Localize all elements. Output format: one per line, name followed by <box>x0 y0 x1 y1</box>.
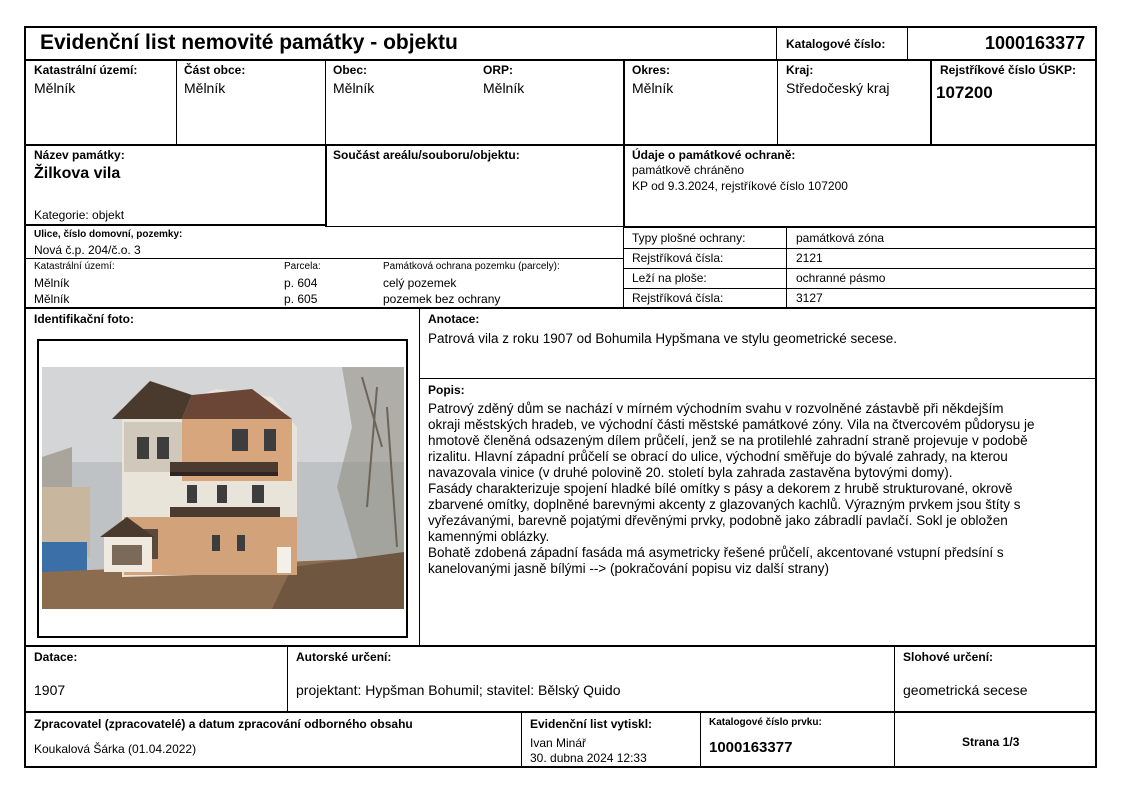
orp-value: Mělník <box>483 80 525 96</box>
photo-label: Identifikační foto: <box>34 312 134 326</box>
popis-line: vyřezávanými, barevně pojatými dřevěnými prvky, podobně jako zábradlí pavlačí. Sokl je obložen <box>428 513 1008 528</box>
catalog-label: Katalogové číslo: <box>786 37 886 51</box>
soucast-label: Součást areálu/souboru/objektu: <box>333 148 520 162</box>
divider <box>420 378 1097 379</box>
rejstrik-value: 107200 <box>936 83 993 102</box>
monument-name: Žilkova vila <box>34 165 121 182</box>
popis-label: Popis: <box>428 383 465 397</box>
divider <box>24 258 624 259</box>
zpracovatel-label: Zpracovatel (zpracovatelé) a datum zpracování odborného obsahu <box>34 717 413 731</box>
vytiskl-date: 30. dubna 2024 12:33 <box>530 751 647 765</box>
datace-label: Datace: <box>34 650 78 664</box>
sloh-value: geometrická secese <box>903 682 1028 698</box>
okres-label: Okres: <box>632 63 671 77</box>
parcel-number: p. 605 <box>284 292 318 306</box>
divider <box>786 228 787 308</box>
divider <box>930 59 932 144</box>
protection-label: Údaje o památkové ochraně: <box>632 148 796 162</box>
page-number: Strana 1/3 <box>962 735 1020 749</box>
katastralni-label: Katastrální území: <box>34 63 138 77</box>
popis-line: hmotově členěná odsazeným dílem průčelí, jenž se na protilehlé zahradní straně projevuje v podobě <box>428 433 1028 448</box>
zone-label: Leží na ploše: <box>632 271 707 285</box>
parcel-header-ochrana: Památková ochrana pozemku (parcely): <box>383 261 560 272</box>
parcel-ku: Mělník <box>34 276 70 290</box>
zpracovatel-value: Koukalová Šárka (01.04.2022) <box>34 742 197 756</box>
zone-value: 2121 <box>796 251 823 265</box>
parcel-protection: pozemek bez ochrany <box>383 292 501 306</box>
divider <box>894 646 895 712</box>
divider <box>24 307 1097 309</box>
katalog-prvku-label: Katalogové číslo prvku: <box>709 717 822 728</box>
parcel-protection: celý pozemek <box>383 276 457 290</box>
divider <box>624 268 1097 269</box>
zone-label: Rejstříková čísla: <box>632 251 724 265</box>
divider <box>325 226 623 227</box>
divider <box>287 646 288 712</box>
divider <box>777 59 778 144</box>
zone-value: památková zóna <box>796 231 885 245</box>
popis-line: rizalitu. Hlavní západní průčelí se obrací do ulice, východní směřuje do bývalé zahrady, na kterou <box>428 449 1008 464</box>
sloh-label: Slohové určení: <box>903 650 994 664</box>
parcel-header-ku: Katastrální území: <box>34 261 115 272</box>
address-label: Ulice, číslo domovní, pozemky: <box>34 229 183 240</box>
divider <box>776 26 777 59</box>
autor-value: projektant: Hypšman Bohumil; stavitel: Bělský Quido <box>296 682 621 698</box>
popis-line: Patrový zděný dům se nachází v mírném východním svahu v rozvolněné zástavbě při někdejším <box>428 401 1004 416</box>
parcel-header-parcela: Parcela: <box>284 261 321 272</box>
datace-value: 1907 <box>34 682 66 698</box>
rejstrik-label: Rejstříkové číslo ÚSKP: <box>940 63 1077 77</box>
cast-obce-value: Mělník <box>184 80 226 96</box>
divider <box>176 59 177 144</box>
kraj-value: Středočeský kraj <box>786 80 890 96</box>
protection-line1: památkově chráněno <box>632 163 745 177</box>
katalog-prvku-value: 1000163377 <box>709 739 793 756</box>
popis-line: kanelovanými jasně bílými --> (pokračování popisu viz další strany) <box>428 561 830 576</box>
divider <box>623 226 624 308</box>
popis-line: okraji městských hradeb, ve východní části městské památkové zóny. Vila na čtvercovém půdorysu je <box>428 417 1035 432</box>
kraj-label: Kraj: <box>786 63 814 77</box>
divider <box>623 59 625 144</box>
name-label: Název památky: <box>34 148 125 162</box>
divider <box>325 59 326 144</box>
popis-line: zbarvené omítky, doplněné barevnými akcenty z glazovaných kachlů. Výrazným prvkem jsou štíty s <box>428 497 1021 512</box>
parcel-number: p. 604 <box>284 276 318 290</box>
anotace-text: Patrová vila z roku 1907 od Bohumila Hypšmana ve stylu geometrické secese. <box>428 331 897 346</box>
identification-photo <box>42 367 404 609</box>
category: Kategorie: objekt <box>34 208 125 222</box>
cast-obce-label: Část obce: <box>184 63 246 77</box>
document-title: Evidenční list nemovité památky - objektu <box>40 31 458 54</box>
zone-label: Typy plošné ochrany: <box>632 231 746 245</box>
obec-label: Obec: <box>333 63 368 77</box>
divider <box>521 712 522 768</box>
popis-line: kamennými oblázky. <box>428 529 550 544</box>
popis-text <box>428 401 1093 577</box>
divider <box>907 26 908 59</box>
address-value: Nová č.p. 204/č.o. 3 <box>34 243 141 257</box>
obec-value: Mělník <box>333 80 375 96</box>
divider <box>624 248 1097 249</box>
divider <box>24 711 1097 713</box>
zone-value: 3127 <box>796 291 823 305</box>
okres-value: Mělník <box>632 80 674 96</box>
divider <box>700 712 701 768</box>
orp-label: ORP: <box>483 63 513 77</box>
zone-label: Rejstříková čísla: <box>632 291 724 305</box>
popis-line: Fasády charakterizuje spojení hladké bílé omítky s pásy a dekorem z hrubě strukturované, okrově <box>428 481 1013 496</box>
divider <box>624 288 1097 289</box>
divider <box>24 645 1097 647</box>
divider <box>419 308 420 646</box>
vytiskl-label: Evidenční list vytiskl: <box>530 717 653 731</box>
katastralni-value: Mělník <box>34 80 76 96</box>
vytiskl-name: Ivan Minář <box>530 736 587 750</box>
divider <box>894 712 895 768</box>
autor-label: Autorské určení: <box>296 650 392 664</box>
parcel-ku: Mělník <box>34 292 70 306</box>
protection-line2: KP od 9.3.2024, rejstříkové číslo 107200 <box>632 179 848 193</box>
popis-line: Bohatě zdobená západní fasáda má asymetricky řešené průčelí, akcentované vstupní předsíní s <box>428 545 1004 560</box>
zone-value: ochranné pásmo <box>796 271 886 285</box>
popis-line: navazovala vinice (v druhé polovině 20. století byla zahrada zastavěna bytovými domy). <box>428 465 953 480</box>
catalog-number: 1000163377 <box>985 33 1086 53</box>
divider <box>24 59 1097 61</box>
anotace-label: Anotace: <box>428 312 480 326</box>
